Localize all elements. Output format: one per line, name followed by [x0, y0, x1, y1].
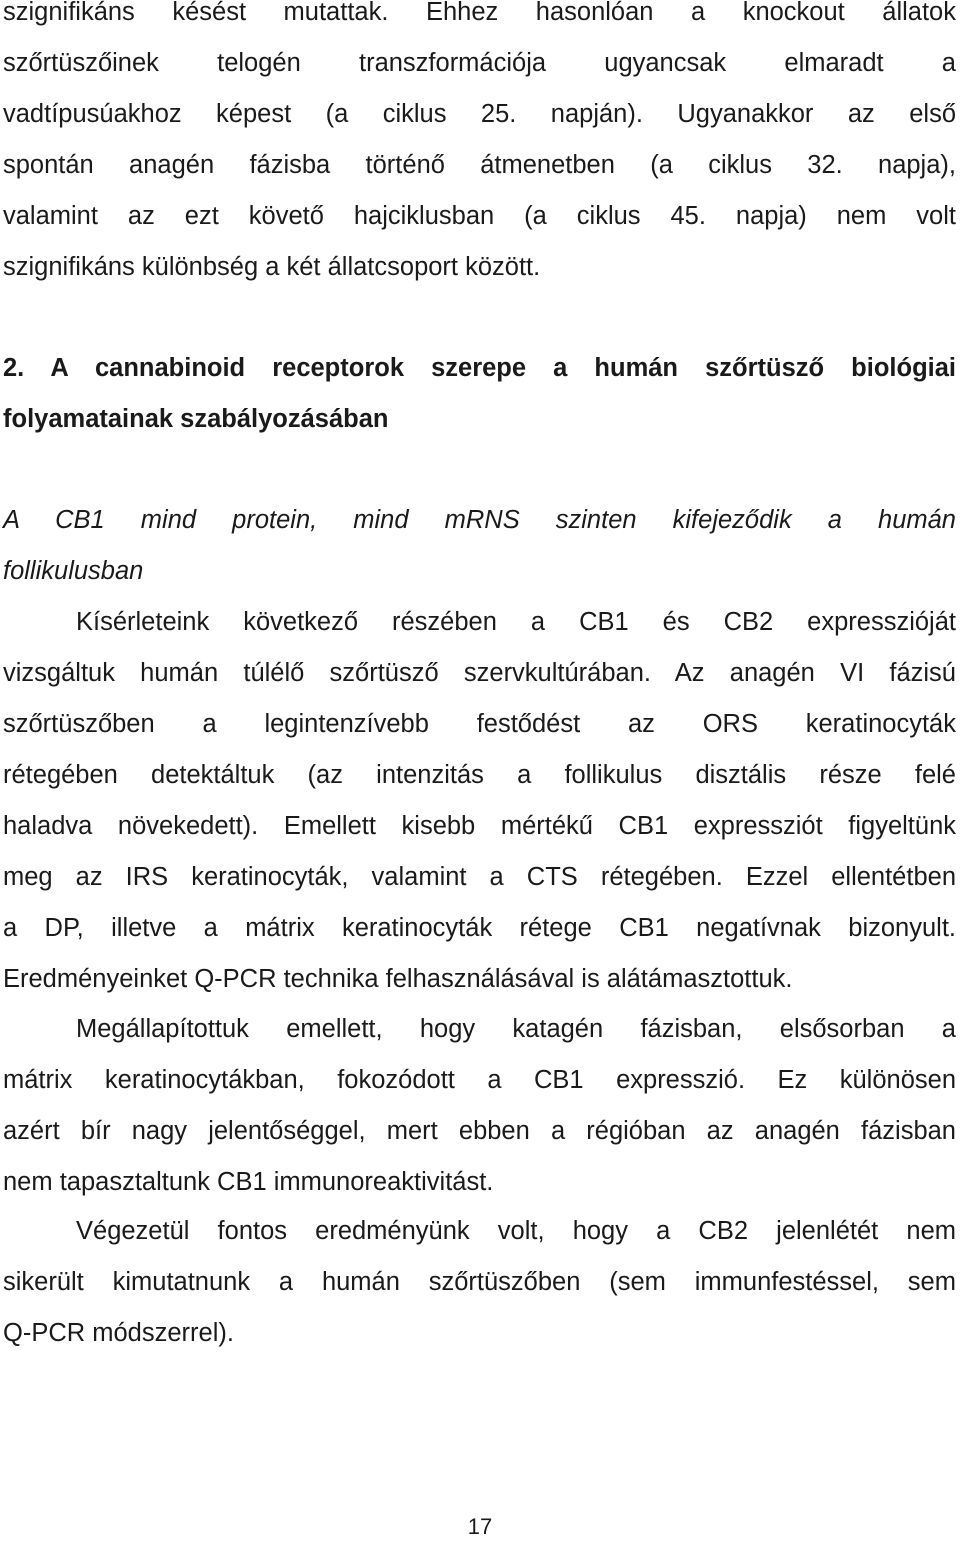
heading-line: 2. A cannabinoid receptorok szerepe a humán szőrtüsző biológiai — [3, 354, 956, 382]
paragraph-cb1-expression — [3, 597, 956, 1005]
text-line: haladva növekedett). Emellett kisebb mértékű CB1 expressziót figyeltünk — [3, 812, 956, 840]
text-line: szőrtüszőben a legintenzívebb festődést az ORS keratinocyták — [3, 710, 956, 738]
page-number: 17 — [467, 1514, 493, 1539]
text-line: szőrtüszőinek telogén transzformációja ugyancsak elmaradt a — [3, 49, 956, 77]
text-line: Q-PCR módszerrel). — [3, 1319, 234, 1347]
text-line: nem tapasztaltunk CB1 immunoreaktivitást. — [3, 1168, 494, 1196]
text-line: meg az IRS keratinocyták, valamint a CTS rétegében. Ezzel ellentétben — [3, 863, 956, 891]
text-line: Kísérleteink következő részében a CB1 és CB2 expresszióját — [76, 608, 956, 636]
paragraph-results-knockout — [3, 0, 956, 293]
text-line: szignifikáns különbség a két állatcsoport között. — [3, 253, 541, 281]
text-line: sikerült kimutatnunk a humán szőrtüszőben (sem immunfestéssel, sem — [3, 1268, 956, 1296]
subheading-line: A CB1 mind protein, mind mRNS szinten kifejeződik a humán — [3, 506, 956, 534]
text-line: vadtípusúakhoz képest (a ciklus 25. napján). Ugyanakkor az első — [3, 100, 956, 128]
text-line: valamint az ezt követő hajciklusban (a ciklus 45. napja) nem volt — [3, 202, 956, 230]
section-heading — [3, 343, 956, 445]
text-line: Végezetül fontos eredményünk volt, hogy a CB2 jelenlétét nem — [76, 1217, 956, 1245]
paragraph-cb2 — [3, 1206, 956, 1359]
paragraph-catagen — [3, 1004, 956, 1208]
text-line: vizsgáltuk humán túlélő szőrtüsző szervkultúrában. Az anagén VI fázisú — [3, 659, 956, 687]
text-line: szignifikáns késést mutattak. Ehhez hasonlóan a knockout állatok — [3, 0, 956, 26]
text-line: Megállapítottuk emellett, hogy katagén fázisban, elsősorban a — [76, 1015, 956, 1043]
heading-line: folyamatainak szabályozásában — [3, 405, 389, 433]
text-line: mátrix keratinocytákban, fokozódott a CB1 expresszió. Ez különösen — [3, 1066, 956, 1094]
text-line: azért bír nagy jelentőséggel, mert ebben a régióban az anagén fázisban — [3, 1117, 956, 1145]
text-line: spontán anagén fázisba történő átmenetben (a ciklus 32. napja), — [3, 151, 956, 179]
section-subheading — [3, 495, 956, 597]
text-line: Eredményeinket Q-PCR technika felhasználásával is alátámasztottuk. — [3, 965, 793, 993]
text-line: a DP, illetve a mátrix keratinocyták rétege CB1 negatívnak bizonyult. — [3, 914, 956, 942]
text-line: rétegében detektáltuk (az intenzitás a follikulus disztális része felé — [3, 761, 956, 789]
subheading-line: follikulusban — [3, 557, 144, 585]
